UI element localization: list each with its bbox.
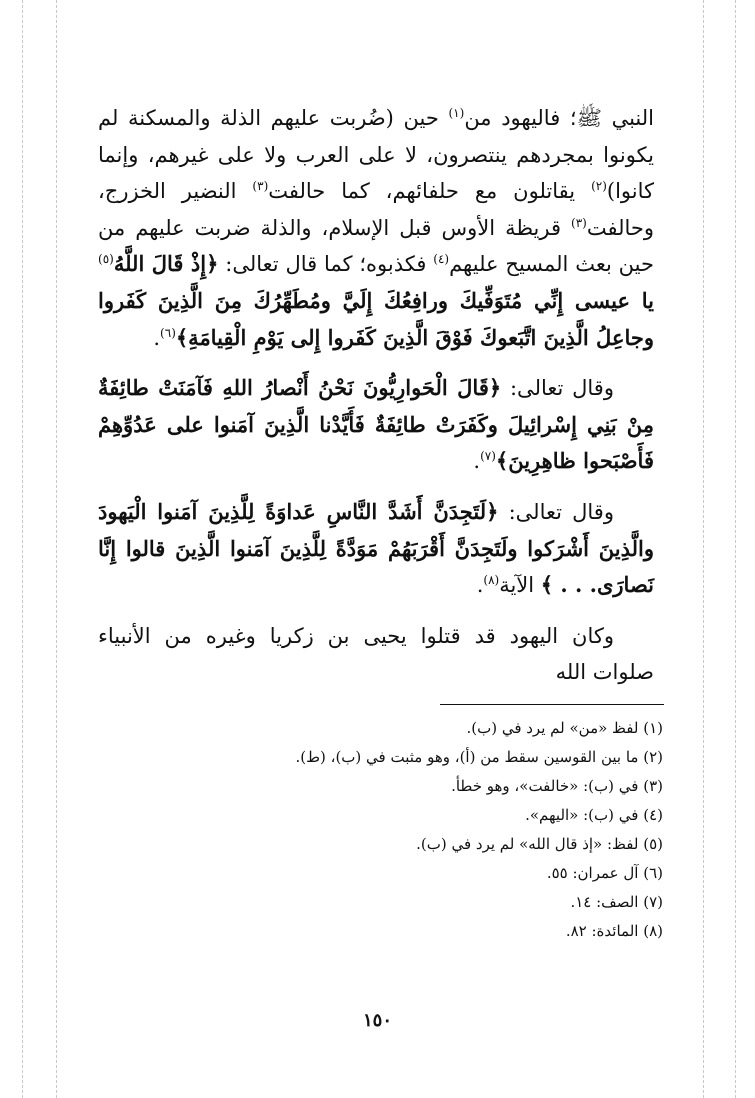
text-run: . [473, 449, 481, 474]
footnote: (١) لفظ «من» لم يرد في (ب). [466, 719, 663, 737]
paragraph-1 [98, 100, 654, 356]
margin-guide-line [56, 0, 57, 1098]
margin-guide-line [735, 0, 736, 1098]
text-run: يقاتلون مع حلفائهم، كما حالفت [268, 179, 592, 204]
text-run: . [476, 573, 484, 598]
text-run: وقال تعالى: [501, 376, 614, 401]
footnote-marker: (٥) [98, 252, 114, 267]
text-run: الآية [499, 573, 541, 598]
footnote-marker: (٣) [252, 179, 269, 194]
footnote: (٦) آل عمران: ٥٥. [546, 864, 663, 882]
footnote-marker: (٣) [571, 215, 587, 230]
footnote-marker: (٢) [591, 179, 607, 194]
text-run: حين [393, 106, 449, 130]
main-text [98, 100, 654, 691]
footnote: (٤) في (ب): «اليهم». [525, 806, 663, 824]
page-number: ١٥٠ [362, 1010, 392, 1031]
text-run: قريظة الأوس قبل الإسلام، والذلة ضربت عليهم من حين بعث المسيح عليهم [98, 215, 654, 277]
quran-verse: ﴿إِذْ قَالَ اللَّهُ [113, 251, 219, 277]
margin-guide-line [703, 0, 704, 1098]
text-run: . [153, 325, 161, 350]
margin-guide-line [22, 0, 23, 1098]
footnote: (٥) لفظ: «إذ قال الله» لم يرد في (ب). [416, 835, 663, 853]
footnote-marker: (١) [448, 106, 465, 120]
footnote: (٧) الصف: ١٤. [570, 893, 663, 911]
paragraph-4 [98, 618, 654, 691]
footnote: (٢) ما بين القوسين سقط من (أ)، وهو مثبت في (ب)، (ط). [295, 748, 663, 766]
footnote: (٨) المائدة: ٨٢. [565, 922, 663, 940]
footnote-marker: (٧) [480, 449, 496, 464]
quran-verse: يا عيسى إِنِّي مُتَوَفِّيكَ ورافِعُكَ إِلَيَّ ومُطَهِّرُكَ مِنَ الَّذِينَ كَفَروا وجاعِلُ الَّذِينَ اتَّبَعوكَ فَوْقَ الَّذِينَ كَفَروا إِلى يَوْمِ الْقِيامَةِ﴾ [98, 287, 654, 350]
text-run: النضير الخزرج، وحالفت [98, 179, 654, 240]
footnote-separator [440, 704, 664, 705]
text-run: النبي ﷺ؛ فاليهود من [464, 106, 654, 130]
footnote-marker: (٤) [433, 252, 450, 267]
paragraph-2 [98, 370, 654, 480]
footnotes [143, 714, 663, 946]
paragraph-3 [98, 494, 654, 604]
footnote: (٣) في (ب): «خالفت»، وهو خطأ. [451, 777, 663, 795]
quran-verse: ﴿قَالَ الْحَوارِيُّونَ نَحْنُ أَنْصارُ اللهِ فَآمَنَتْ طائِفَةٌ مِنْ بَنِي إِسْرائِيلَ وكَفَرَتْ طائِفَةٌ فَأَيَّدْنا الَّذِينَ آمَنوا على عَدُوِّهِمْ فَأَصْبَحوا ظاهِرِينَ﴾ [98, 375, 654, 474]
footnote-marker: (٨) [483, 573, 500, 588]
text-run: (ضُربت عليهم الذلة والمسكنة لم يكونوا بمجردهم ينتصرون، لا على العرب ولا على غيرهم، وإنما كانوا) [98, 106, 655, 204]
text-run: وكان اليهود قد قتلوا يحيى بن زكريا وغيره من الأنبياء صلوات الله [98, 623, 654, 685]
footnote-marker: (٦) [160, 325, 176, 340]
quran-verse: ﴿لَتَجِدَنَّ أَشَدَّ النَّاسِ عَداوَةً لِلَّذِينَ آمَنوا الْيَهودَ والَّذِينَ أَشْرَكوا ولَتَجِدَنَّ أَقْرَبَهُمْ مَوَدَّةً لِلَّذِينَ آمَنوا الَّذِينَ قالوا إِنَّا نَصارَى. . . ﴾ [98, 498, 654, 598]
text-run: وقال تعالى: [498, 499, 614, 524]
text-run: فكذبوه؛ كما قال تعالى: [218, 252, 434, 277]
